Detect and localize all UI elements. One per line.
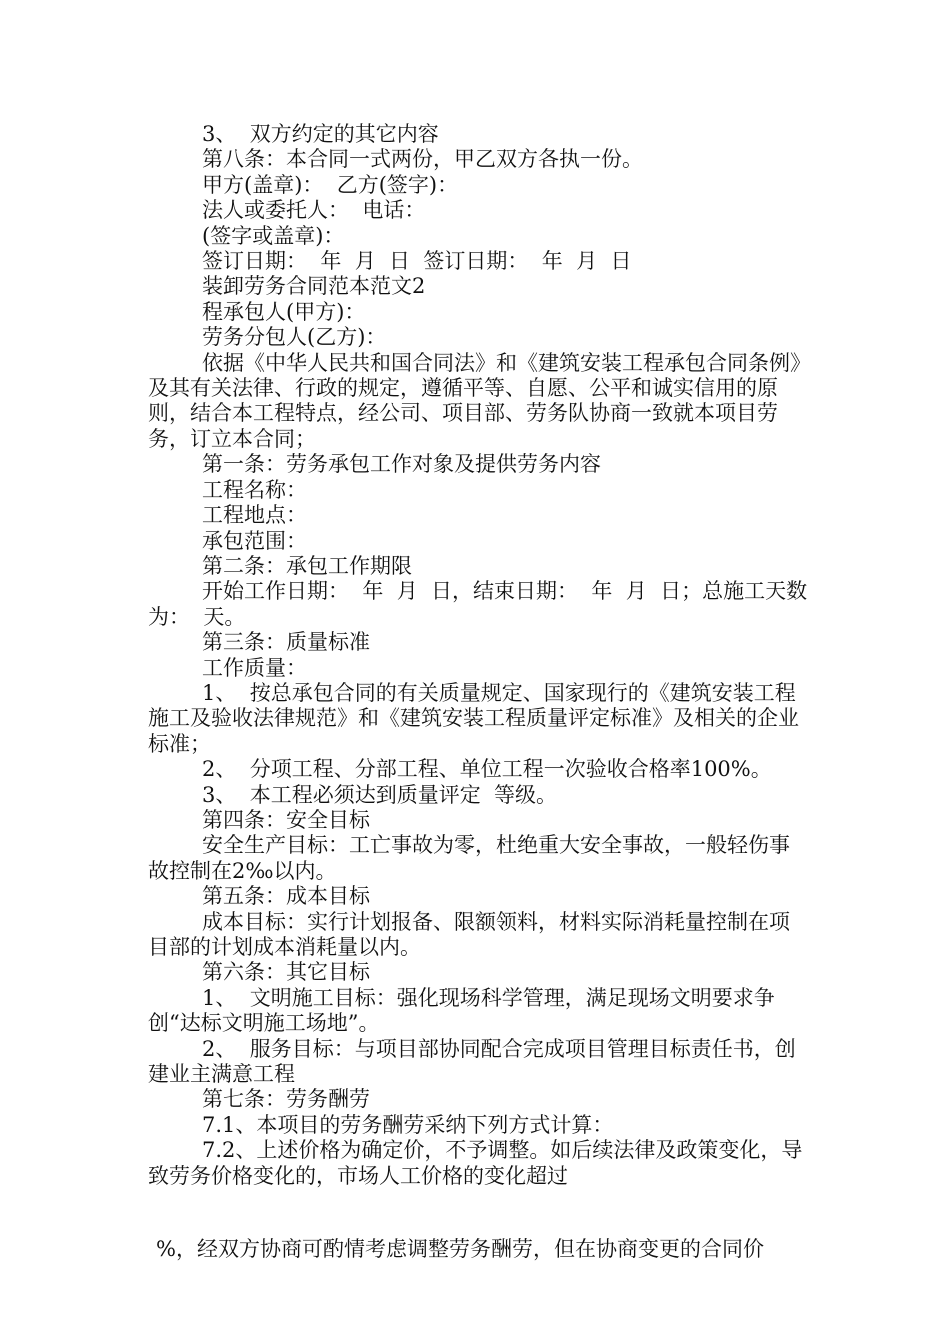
paragraph: 成本目标：实行计划报备、限额领料，材料实际消耗量控制在项目部的计划成本消耗量以内。 (148, 909, 790, 959)
paragraph: 2、 分项工程、分部工程、单位工程一次验收合格率100%。 (202, 757, 772, 782)
paragraph: 1、 按总承包合同的有关质量规定、国家现行的《建筑安装工程施工及验收法律规范》和《建筑安装工程质量评定标准》及相关的企业标准； (148, 680, 799, 756)
paragraph: 第六条：其它目标 (202, 960, 370, 985)
paragraph: (签字或盖章)： (202, 223, 345, 248)
paragraph: 程承包人(甲方)： (202, 299, 366, 324)
paragraph: 3、 本工程必须达到质量评定 等级。 (202, 782, 558, 807)
paragraph: 1、 文明施工目标：强化现场科学管理，满足现场文明要求争创“达标文明施工场地”。 (148, 985, 775, 1036)
paragraph: 劳务分包人(乙方)： (202, 325, 387, 350)
document-body (148, 122, 808, 1262)
paragraph: 3、 双方约定的其它内容 (202, 122, 439, 146)
paragraph: 第八条：本合同一式两份，甲乙双方各执一份。 (202, 147, 643, 172)
paragraph: 第七条：劳务酬劳 (202, 1087, 370, 1112)
page-gap (148, 1189, 808, 1237)
paragraph: 甲方(盖章)： 乙方(签字)： (202, 172, 459, 197)
paragraph: 依据《中华人民共和国合同法》和《建筑安装工程承包合同条例》及其有关法律、行政的规定，遵循平等、自愿、公平和诚实信用的原则，结合本工程特点，经公司、项目部、劳务队协商一致就本项目劳务，订立本合同； (148, 350, 801, 451)
paragraph: 2、 服务目标：与项目部协同配合完成项目管理目标责任书，创建业主满意工程 (148, 1036, 796, 1087)
paragraph: 第三条：质量标准 (202, 630, 370, 655)
paragraph: 工作质量： (202, 655, 307, 680)
paragraph: 装卸劳务合同范本范文2 (202, 274, 426, 299)
paragraph: 开始工作日期： 年 月 日，结束日期： 年 月 日；总施工天数为： 天。 (148, 579, 808, 629)
continuation-paragraph: %，经双方协商可酌情考虑调整劳务酬劳，但在协商变更的合同价 (156, 1237, 764, 1262)
paragraph: 工程名称： (202, 477, 307, 502)
paragraph: 第五条：成本目标 (202, 884, 370, 909)
paragraph: 7.2、上述价格为确定价，不予调整。如后续法律及政策变化，导致劳务价格变化的，市场人工价格的变化超过 (148, 1138, 803, 1188)
paragraph: 第二条：承包工作期限 (202, 553, 412, 578)
paragraph: 安全生产目标：工亡事故为零，杜绝重大安全事故，一般轻伤事故控制在2‰以内。 (148, 833, 790, 883)
paragraph: 7.1、本项目的劳务酬劳采纳下列方式计算： (202, 1112, 614, 1137)
paragraph: 签订日期： 年 月 日 签订日期： 年 月 日 (202, 249, 632, 274)
paragraph: 承包范围： (202, 528, 307, 553)
paragraph: 第一条：劳务承包工作对象及提供劳务内容 (202, 452, 601, 477)
paragraph: 工程地点： (202, 503, 307, 528)
paragraph: 法人或委托人： 电话： (202, 198, 426, 223)
paragraph: 第四条：安全目标 (202, 807, 370, 832)
